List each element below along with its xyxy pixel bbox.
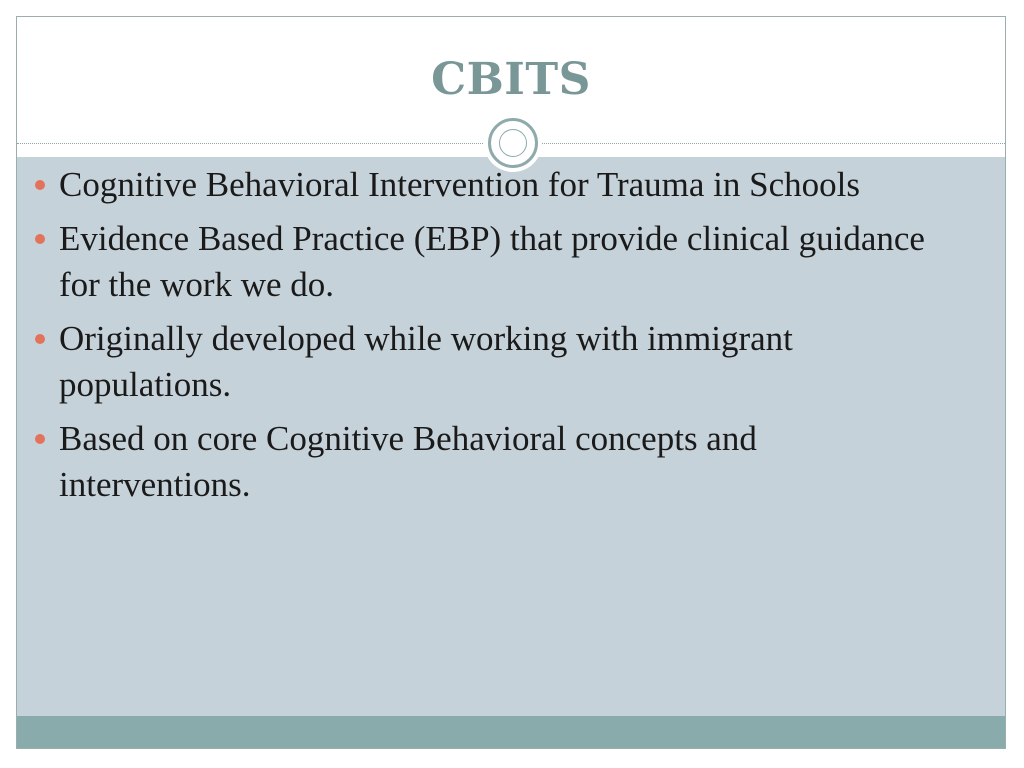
slide-title: CBITS: [431, 54, 591, 105]
bullet-text: Cognitive Behavioral Intervention for Trauma in Schools: [59, 165, 861, 204]
ornament-ring: [488, 118, 538, 168]
ornament-inner-ring: [499, 129, 527, 157]
footer-bar: [17, 716, 1005, 749]
bullet-item: [30, 162, 950, 208]
bullet-dot-icon: [35, 234, 45, 244]
bullet-text: Based on core Cognitive Behavioral concepts and interventions.: [59, 419, 757, 504]
bullet-dot-icon: [35, 334, 45, 344]
bullet-item: [30, 316, 950, 408]
bullet-dot-icon: [35, 434, 45, 444]
bullet-list: [30, 162, 950, 516]
bullet-item: [30, 216, 950, 308]
bullet-text: Originally developed while working with immigrant populations.: [59, 319, 793, 404]
bullet-item: [30, 416, 950, 508]
bullet-text: Evidence Based Practice (EBP) that provide clinical guidance for the work we do.: [59, 219, 925, 304]
bullet-dot-icon: [35, 180, 45, 190]
